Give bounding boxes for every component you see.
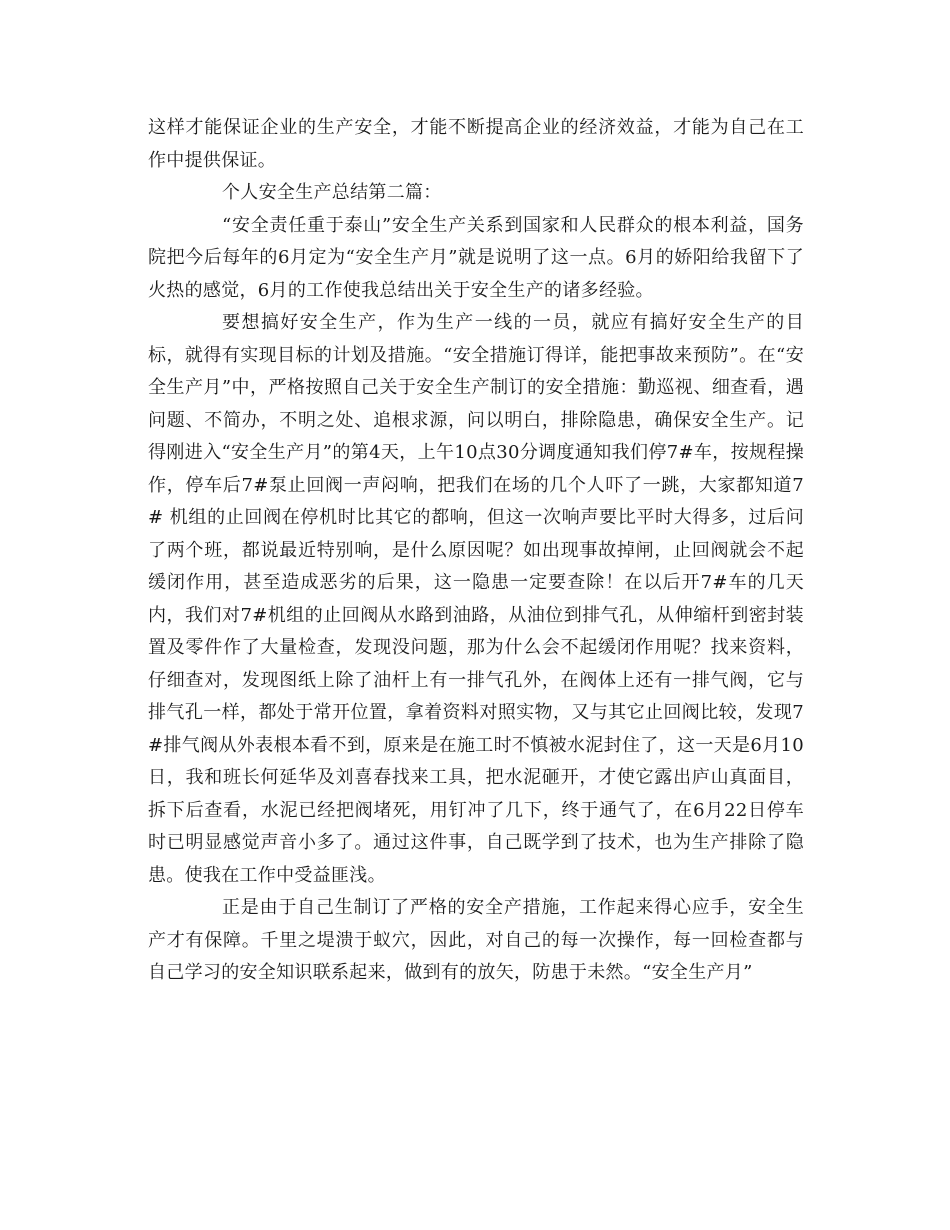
section-heading: 个人安全生产总结第二篇： [222,182,442,203]
document-body [148,112,804,990]
paragraph-closing: 正是由于自己生制订了严格的安全产措施，工作起来得心应手，安全生产才有保障。千里之堤溃于蚁穴，因此，对自己的每一次操作，每一回检查都与自己学习的安全知识联系起来，做到有的放矢，防患于未然。“安全生产月” [148,897,804,983]
paragraph-intro: “安全责任重于泰山”安全生产关系到国家和人民群众的根本利益，国务院把今后每年的6月定为“安全生产月”就是说明了这一点。6月的娇阳给我留下了火热的感觉，6月的工作使我总结出关于安全生产的诸多经验。 [148,214,804,301]
paragraph-continuation: 这样才能保证企业的生产安全，才能不断提高企业的经济效益，才能为自己在工作中提供保证。 [148,117,804,171]
paragraph-main: 要想搞好安全生产，作为生产一线的一员，就应有搞好安全生产的目标，就得有实现目标的计划及措施。“安全措施订得详，能把事故来预防”。在“安全生产月”中，严格按照自己关于安全生产制订的安全措施：勤巡视、细查看，遇问题、不简办，不明之处、追根求源，问以明白，排除隐患，确保安全生产。记得刚进入“安全生产月”的第4天，上午10点30分调度通知我们停7#车，按规程操作，停车后7#泵止回阀一声闷响，把我们在场的几个人吓了一跳，大家都知道7# 机组的止回阀在停机时比其它的都响，但这一次响声要比平时大得多，过后问了两个班，都说最近特别响，是什么原因呢？如出现事故掉闸，止回阀就会不起缓闭作用，甚至造成恶劣的后果，这一隐患一定要查除！在以后开7#车的几天内，我们对7#机组的止回阀从水路到油路，从油位到排气孔，从伸缩杆到密封装置及零件作了大量检查，发现没问题，那为什么会不起缓闭作用呢？找来资料，仔细查对，发现图纸上除了油杆上有一排气孔外，在阀体上还有一排气阀，它与排气孔一样，都处于常开位置，拿着资料对照实物，又与其它止回阀比较，发现7#排气阀从外表根本看不到，原来是在施工时不慎被水泥封住了，这一天是6月10日，我和班长何延华及刘喜春找来工具，把水泥砸开，才使它露出庐山真面目，拆下后查看，水泥已经把阀堵死，用钉冲了几下，终于通气了，在6月22日停车时已明显感觉声音小多了。通过这件事，自己既学到了技术，也为生产排除了隐患。使我在工作中受益匪浅。 [148,312,804,886]
